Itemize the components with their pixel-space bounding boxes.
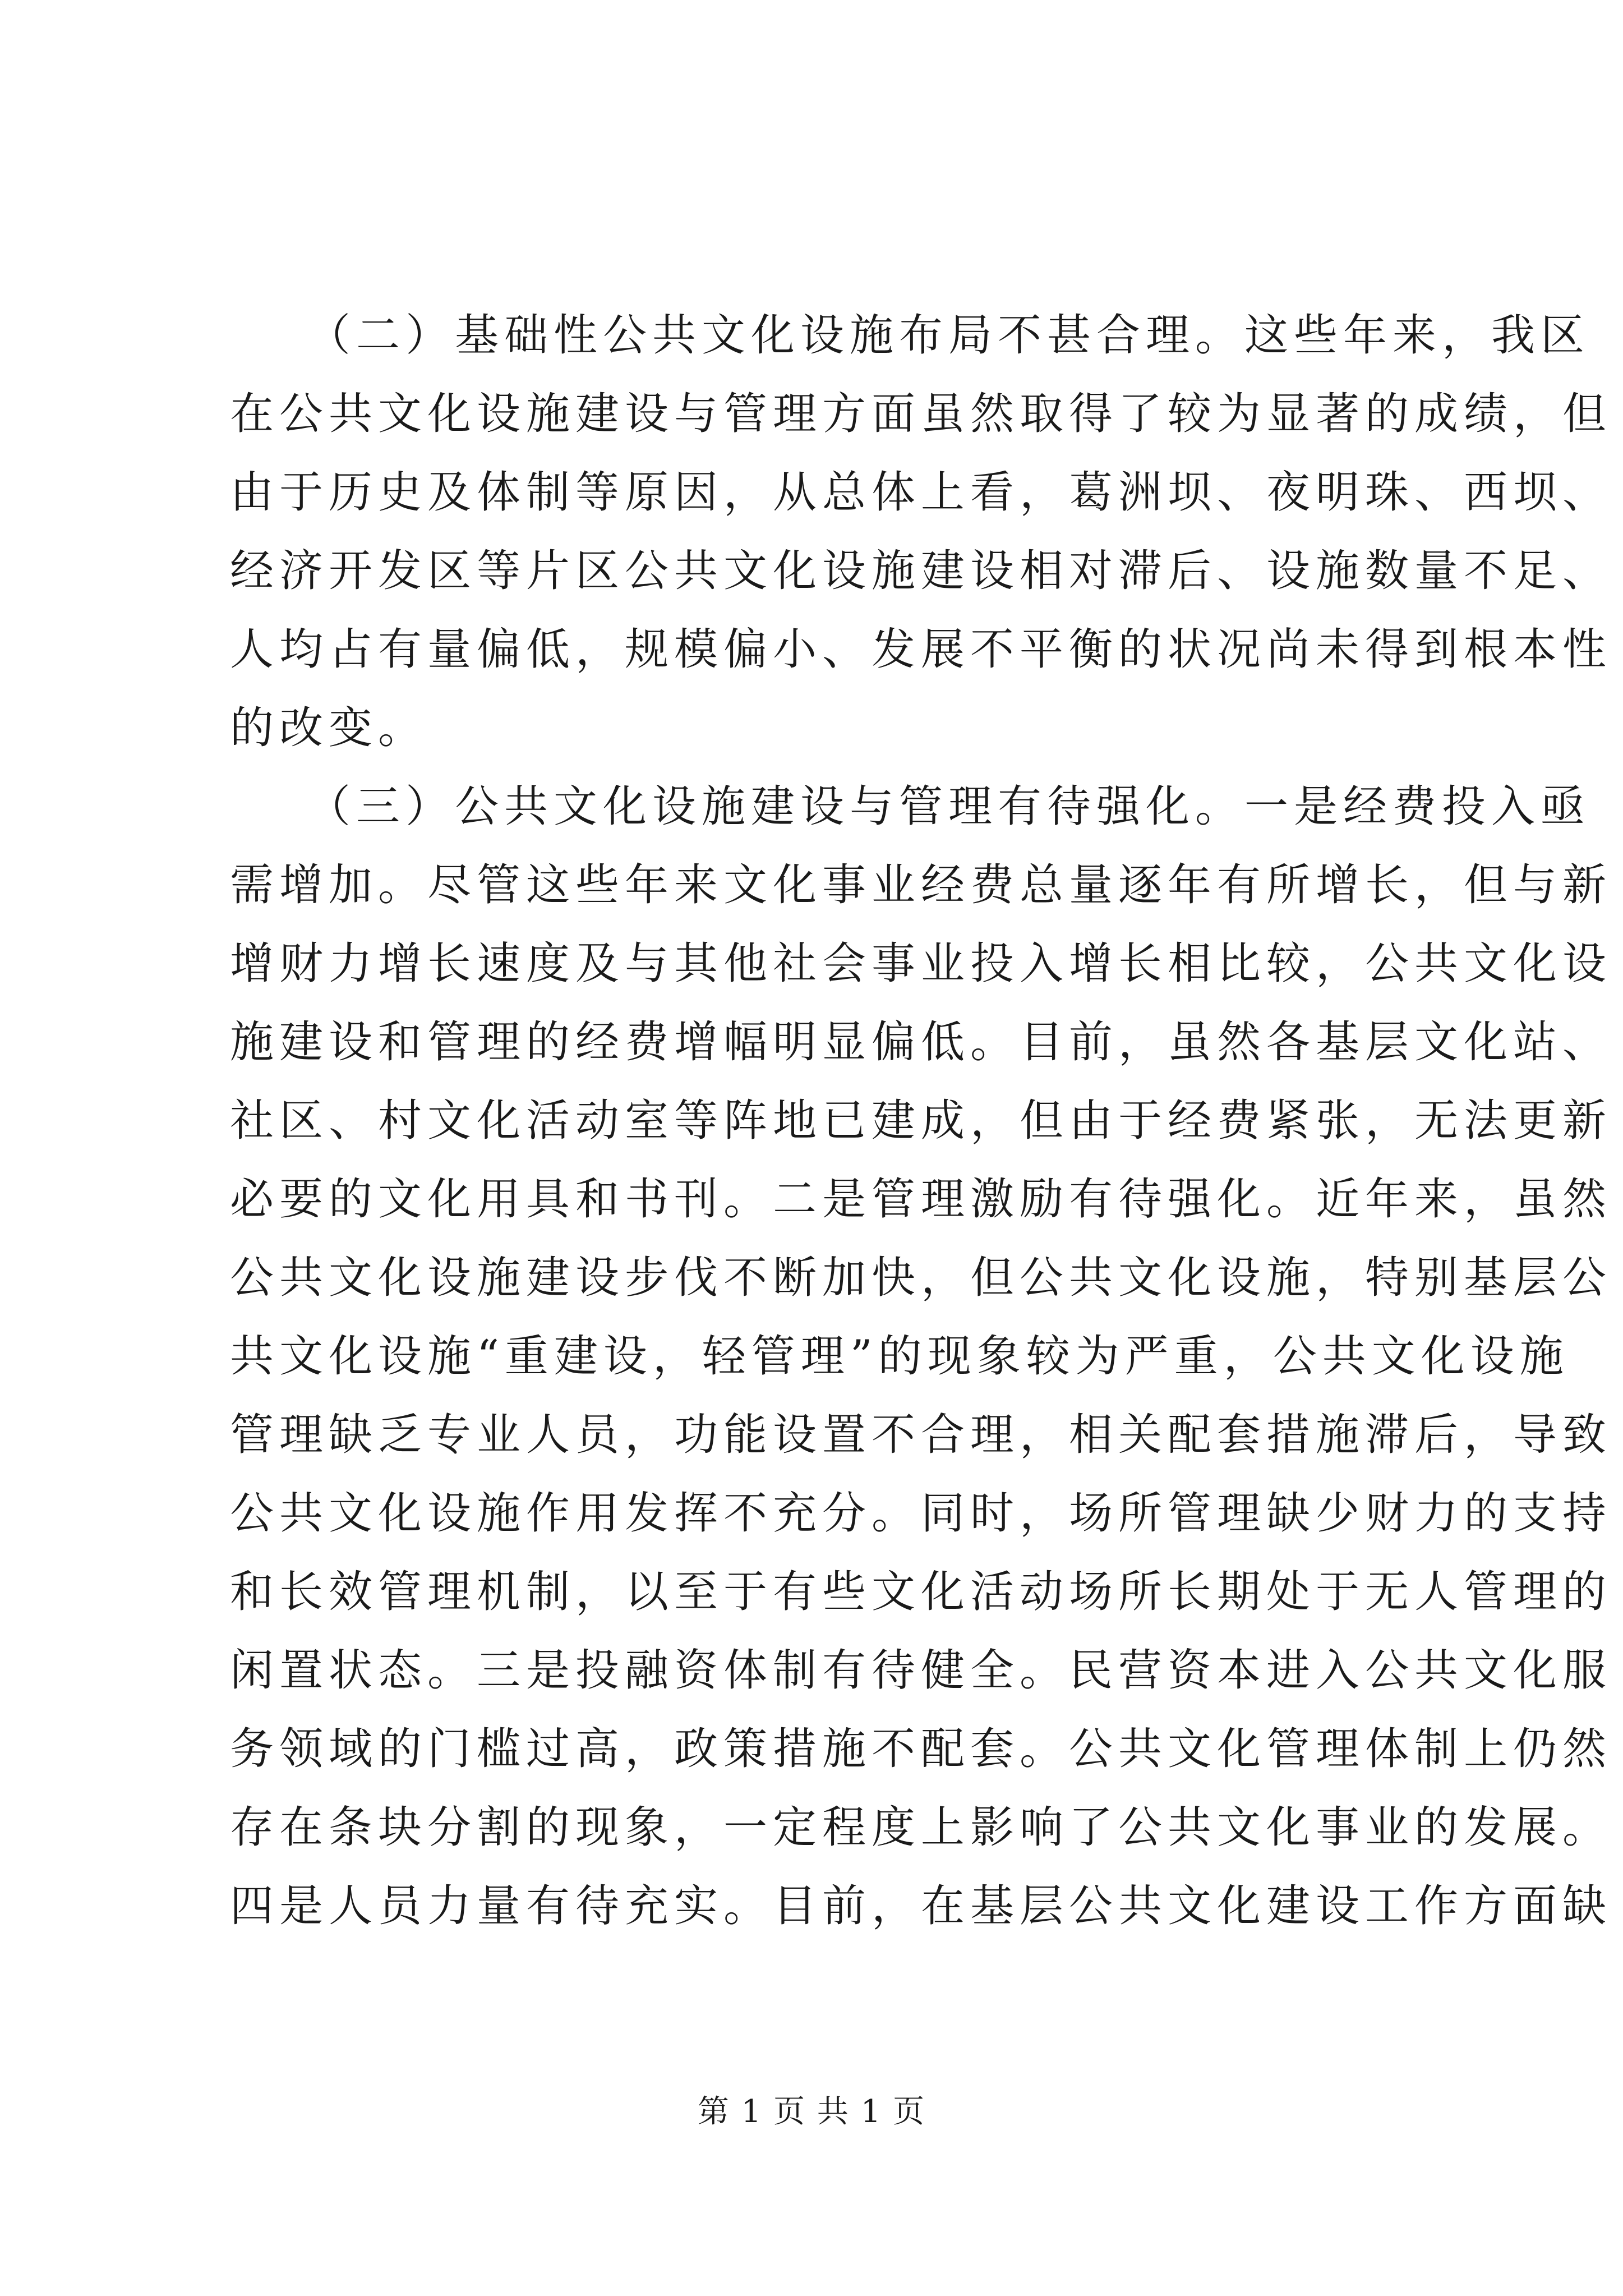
text-line: 施建设和管理的经费增幅明显偏低。目前，虽然各基层文化站、 [230,1017,1612,1068]
text-line: 和长效管理机制，以至于有些文化活动场所长期处于无人管理的 [230,1567,1612,1617]
text-line: （二）基础性公共文化设施布局不甚合理。这些年来，我区 [230,310,1590,361]
text-line: 增财力增长速度及与其他社会事业投入增长相比较，公共文化设 [230,938,1612,989]
text-line: 经济开发区等片区公共文化设施建设相对滞后、设施数量不足、 [230,546,1612,596]
text-line: 社区、村文化活动室等阵地已建成，但由于经费紧张，无法更新 [230,1096,1612,1146]
text-line: 必要的文化用具和书刊。二是管理激励有待强化。近年来，虽然 [230,1174,1612,1225]
text-line: 由于历史及体制等原因，从总体上看，葛洲坝、夜明珠、西坝、 [230,467,1612,518]
text-line: 闲置状态。三是投融资体制有待健全。民营资本进入公共文化服 [230,1645,1612,1696]
text-line: 的改变。 [230,703,428,753]
page-footer: 第 1 页 共 1 页 [697,2093,926,2130]
text-line: 公共文化设施作用发挥不充分。同时，场所管理缺少财力的支持 [230,1488,1612,1539]
text-line: 公共文化设施建设步伐不断加快，但公共文化设施，特别基层公 [230,1253,1612,1303]
text-line: 管理缺乏专业人员，功能设置不合理，相关配套措施滞后，导致 [230,1410,1612,1460]
text-line: 共文化设施“重建设，轻管理”的现象较为严重，公共文化设施 [230,1331,1569,1382]
text-line: 务领域的门槛过高，政策措施不配套。公共文化管理体制上仍然 [230,1724,1612,1774]
text-line: 需增加。尽管这些年来文化事业经费总量逐年有所增长，但与新 [230,860,1612,910]
document-body [230,296,1612,1945]
text-line: （三）公共文化设施建设与管理有待强化。一是经费投入亟 [230,781,1590,832]
text-line: 在公共文化设施建设与管理方面虽然取得了较为显著的成绩，但 [230,389,1612,439]
text-line: 人均占有量偏低，规模偏小、发展不平衡的状况尚未得到根本性 [230,624,1612,675]
text-line: 存在条块分割的现象，一定程度上影响了公共文化事业的发展。 [230,1802,1612,1853]
text-line: 四是人员力量有待充实。目前，在基层公共文化建设工作方面缺 [230,1881,1612,1931]
